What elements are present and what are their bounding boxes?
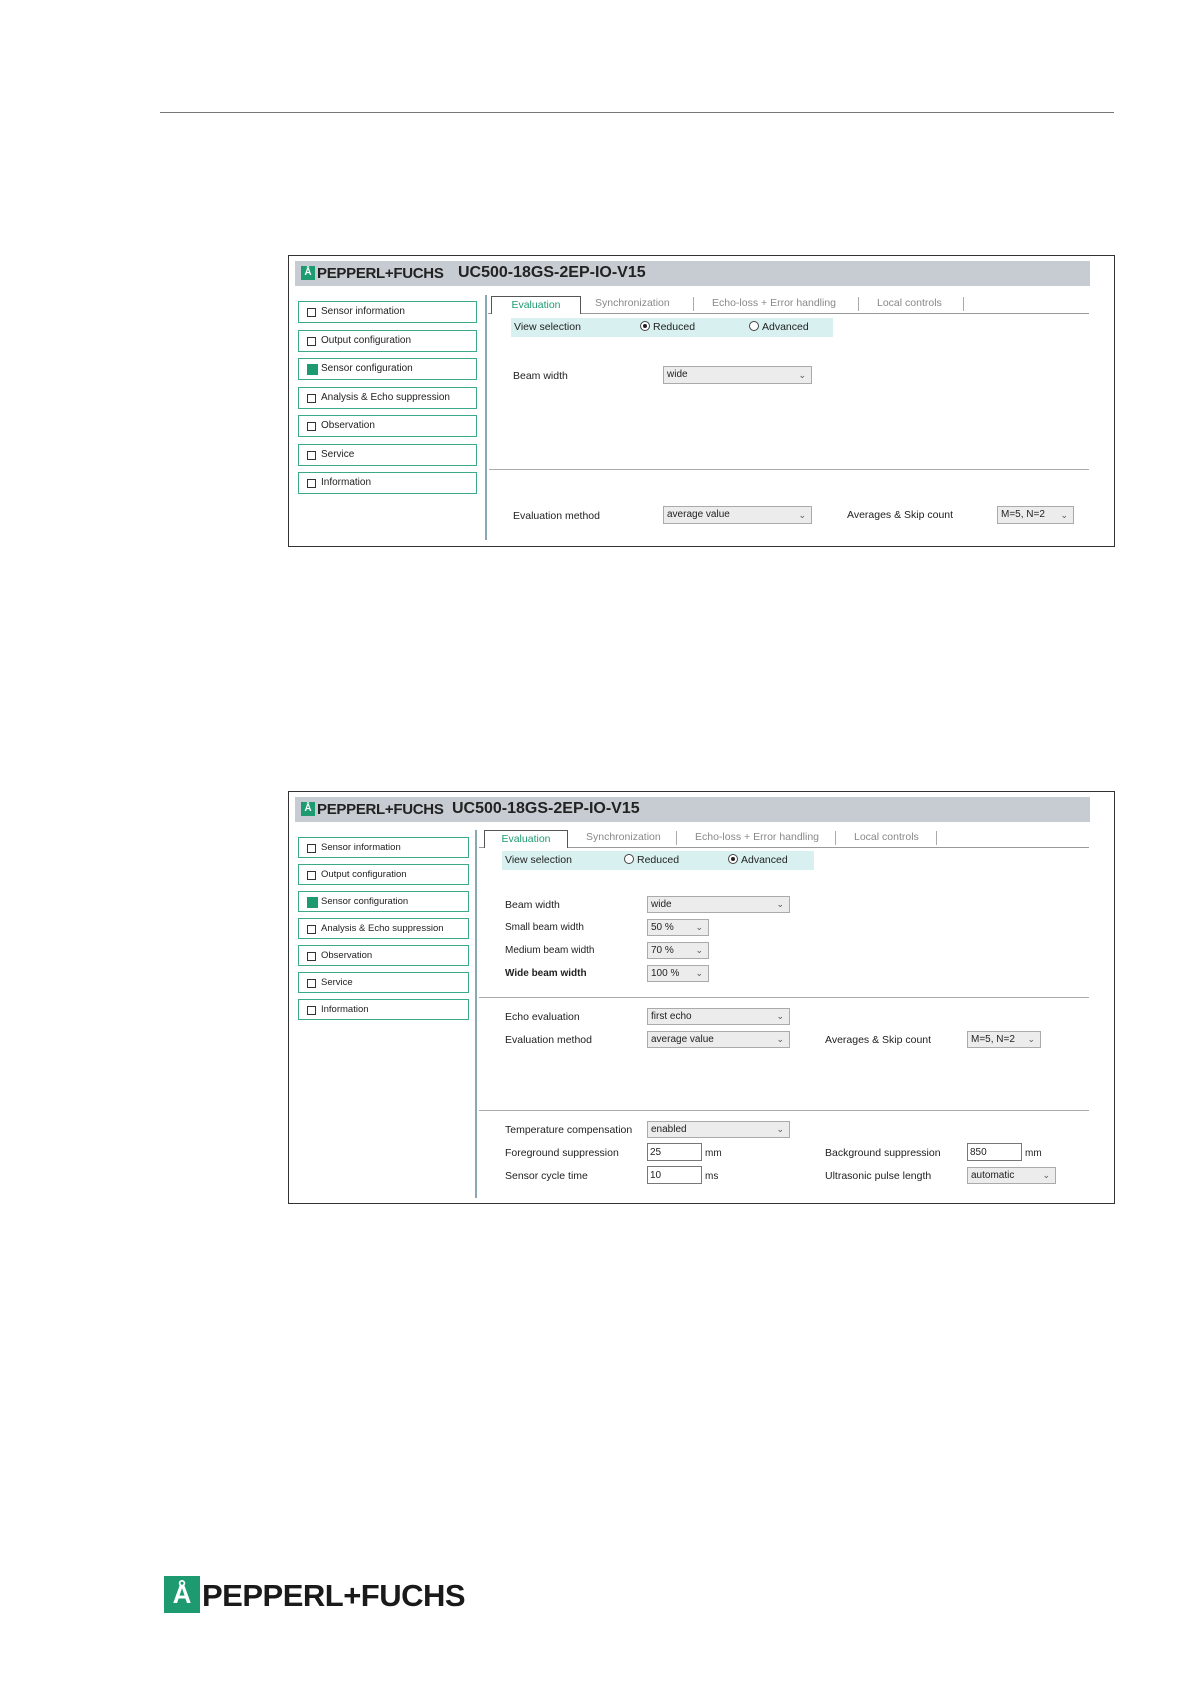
checkbox-icon [307, 925, 316, 934]
view-selection-label: View selection [505, 854, 572, 866]
checkbox-filled-icon [307, 897, 318, 908]
sensor-cycle-time-unit: ms [705, 1171, 719, 1182]
brand-logo-icon: Å [164, 1576, 200, 1613]
view-selection-label: View selection [514, 321, 581, 333]
checkbox-filled-icon [307, 364, 318, 375]
beam-width-select[interactable]: wide ⌄ [663, 366, 812, 384]
chevron-down-icon: ⌄ [1042, 1170, 1050, 1180]
brand-name: PEPPERL+FUCHS [317, 265, 444, 282]
tab-divider [963, 297, 964, 311]
radio-unselected-icon [749, 321, 759, 331]
view-selection-bar [511, 318, 833, 337]
tab-echo-loss-error-handling[interactable]: Echo-loss + Error handling [712, 297, 837, 309]
view-selection-bar [502, 851, 814, 870]
beam-width-label: Beam width [505, 899, 560, 911]
sidebar-menu [298, 837, 469, 1026]
tab-local-controls[interactable]: Local controls [854, 831, 919, 843]
menu-item-sensor-configuration[interactable]: Sensor configuration [298, 891, 469, 912]
chevron-down-icon: ⌄ [776, 1011, 784, 1021]
menu-item-output-configuration[interactable]: Output configuration [298, 864, 469, 885]
chevron-down-icon: ⌄ [776, 1034, 784, 1044]
tab-evaluation[interactable]: Evaluation [484, 830, 568, 848]
tab-echo-loss-error-handling[interactable]: Echo-loss + Error handling [695, 831, 820, 843]
menu-item-output-configuration[interactable]: Output configuration [298, 330, 477, 352]
checkbox-icon [307, 422, 316, 431]
chevron-down-icon: ⌄ [776, 1124, 784, 1134]
chevron-down-icon: ⌄ [1060, 510, 1068, 520]
menu-item-sensor-configuration[interactable]: Sensor configuration [298, 358, 477, 380]
small-beam-width-select[interactable]: 50 % ⌄ [647, 919, 709, 936]
radio-selected-icon [640, 321, 650, 331]
menu-item-service[interactable]: Service [298, 972, 469, 993]
radio-unselected-icon [624, 854, 634, 864]
chevron-down-icon: ⌄ [695, 945, 703, 955]
beam-width-label: Beam width [513, 370, 568, 382]
radio-advanced[interactable]: Advanced [728, 854, 788, 866]
evaluation-method-select[interactable]: average value ⌄ [663, 506, 812, 524]
section-divider [489, 469, 1089, 470]
title-bar [295, 261, 1090, 286]
checkbox-icon [307, 308, 316, 317]
tab-evaluation[interactable]: Evaluation [491, 296, 581, 314]
tab-divider [936, 831, 937, 845]
section-divider [479, 1110, 1089, 1111]
menu-item-information[interactable]: Information [298, 999, 469, 1020]
section-divider [479, 997, 1089, 998]
sensor-cycle-time-label: Sensor cycle time [505, 1170, 588, 1182]
evaluation-method-label: Evaluation method [505, 1034, 592, 1046]
checkbox-icon [307, 952, 316, 961]
tab-synchronization[interactable]: Synchronization [595, 297, 670, 309]
medium-beam-width-select[interactable]: 70 % ⌄ [647, 942, 709, 959]
radio-reduced[interactable]: Reduced [640, 321, 695, 333]
menu-item-observation[interactable]: Observation [298, 415, 477, 437]
checkbox-icon [307, 479, 316, 488]
beam-width-select[interactable]: wide ⌄ [647, 896, 790, 913]
radio-reduced[interactable]: Reduced [624, 854, 679, 866]
tab-divider [693, 297, 694, 311]
checkbox-icon [307, 394, 316, 403]
tab-baseline [479, 847, 1089, 848]
tab-divider [676, 831, 677, 845]
echo-evaluation-label: Echo evaluation [505, 1011, 580, 1023]
averages-skip-count-label: Averages & Skip count [825, 1034, 932, 1046]
averages-skip-count-select[interactable]: M=5, N=2 ⌄ [967, 1031, 1041, 1048]
content-divider [475, 830, 477, 1198]
header-rule [160, 112, 1114, 113]
brand-logo-icon: Å [301, 802, 315, 816]
tab-divider [858, 297, 859, 311]
echo-evaluation-select[interactable]: first echo ⌄ [647, 1008, 790, 1025]
menu-item-information[interactable]: Information [298, 472, 477, 494]
brand-name: PEPPERL+FUCHS [317, 801, 444, 818]
checkbox-icon [307, 337, 316, 346]
brand-logo-icon: Å [301, 266, 315, 280]
chevron-down-icon: ⌄ [776, 899, 784, 909]
menu-item-service[interactable]: Service [298, 444, 477, 466]
device-title: UC500-18GS-2EP-IO-V15 [458, 264, 646, 281]
chevron-down-icon: ⌄ [1027, 1034, 1035, 1044]
tab-divider [835, 831, 836, 845]
chevron-down-icon: ⌄ [695, 968, 703, 978]
chevron-down-icon: ⌄ [798, 510, 806, 520]
foreground-suppression-input[interactable] [647, 1143, 702, 1161]
checkbox-icon [307, 451, 316, 460]
content-divider [485, 295, 487, 540]
menu-item-sensor-information[interactable]: Sensor information [298, 301, 477, 323]
background-suppression-label: Background suppression [825, 1147, 941, 1159]
screenshot-advanced-view [288, 791, 1115, 1204]
chevron-down-icon: ⌄ [695, 922, 703, 932]
evaluation-method-select[interactable]: average value ⌄ [647, 1031, 790, 1048]
tab-local-controls[interactable]: Local controls [877, 297, 942, 309]
temperature-compensation-label: Temperature compensation [505, 1124, 633, 1136]
sidebar-menu [298, 301, 477, 501]
wide-beam-width-select[interactable]: 100 % ⌄ [647, 965, 709, 982]
checkbox-icon [307, 844, 316, 853]
small-beam-width-label: Small beam width [505, 922, 584, 933]
radio-selected-icon [728, 854, 738, 864]
tab-synchronization[interactable]: Synchronization [586, 831, 661, 843]
background-suppression-input[interactable] [967, 1143, 1022, 1161]
foreground-suppression-label: Foreground suppression [505, 1147, 619, 1159]
background-suppression-unit: mm [1025, 1148, 1042, 1159]
screenshot-reduced-view [288, 255, 1115, 547]
chevron-down-icon: ⌄ [798, 370, 806, 380]
averages-skip-count-label: Averages & Skip count [847, 509, 954, 521]
menu-item-sensor-information[interactable]: Sensor information [298, 837, 469, 858]
ultrasonic-pulse-length-label: Ultrasonic pulse length [825, 1170, 932, 1182]
menu-item-analysis-echo-suppression[interactable]: Analysis & Echo suppression [298, 387, 477, 409]
wide-beam-width-label: Wide beam width [505, 968, 587, 979]
sensor-cycle-time-input[interactable] [647, 1166, 702, 1184]
device-title: UC500-18GS-2EP-IO-V15 [452, 800, 640, 817]
menu-item-observation[interactable]: Observation [298, 945, 469, 966]
footer-brand-name: PEPPERL+FUCHS [202, 1578, 466, 1613]
radio-advanced[interactable]: Advanced [749, 321, 809, 333]
ultrasonic-pulse-length-select[interactable]: automatic ⌄ [967, 1167, 1056, 1184]
medium-beam-width-label: Medium beam width [505, 945, 595, 956]
temperature-compensation-select[interactable]: enabled ⌄ [647, 1121, 790, 1138]
menu-item-analysis-echo-suppression[interactable]: Analysis & Echo suppression [298, 918, 469, 939]
foreground-suppression-unit: mm [705, 1148, 722, 1159]
checkbox-icon [307, 871, 316, 880]
checkbox-icon [307, 979, 316, 988]
checkbox-icon [307, 1006, 316, 1015]
evaluation-method-label: Evaluation method [513, 510, 600, 522]
title-bar [295, 797, 1090, 822]
averages-skip-count-select[interactable]: M=5, N=2 ⌄ [997, 506, 1074, 524]
